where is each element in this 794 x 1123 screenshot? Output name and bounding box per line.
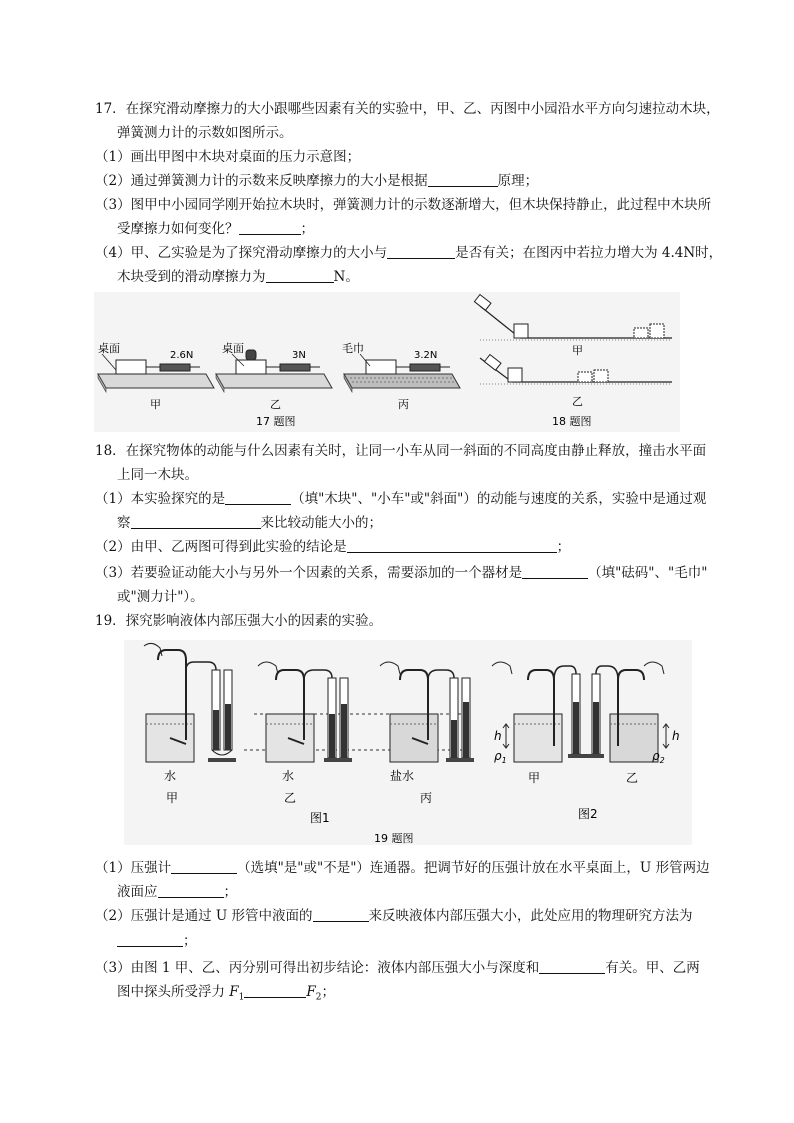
q17-part2 <box>95 171 538 191</box>
figure-17-18 <box>94 292 680 432</box>
fig17-yi-label: 乙 <box>270 398 281 411</box>
q17-stem-line1: 17．在探究滑动摩擦力的大小跟哪些因素有关的实验中，甲、乙、丙图中小园沿水平方向匀速拉动木块， <box>95 101 720 117</box>
q19-f1-subscript: 1 <box>238 992 245 1003</box>
q19-part1-text-b: （选填"是"或"不是"）连通器。把调节好的压强计放在水平桌面上，U 形管两边 <box>237 860 710 876</box>
q17-part4-answer-blank-2[interactable] <box>266 268 334 283</box>
q19-part2-answer-blank-1[interactable] <box>313 907 369 922</box>
fig19-yi-label: 乙 <box>284 791 297 805</box>
q17-part4-text-c: 木块受到的滑动摩擦力为 <box>117 269 266 285</box>
fig19-bing-liquid: 盐水 <box>390 769 415 783</box>
q18-part3-line1 <box>95 563 707 583</box>
fig17-jia-surface-label: 桌面 <box>98 342 120 355</box>
figure-19-drawing <box>124 640 692 845</box>
q19-part3-answer-blank-1[interactable] <box>539 959 605 974</box>
q18-part1-answer-blank-1[interactable] <box>225 490 291 505</box>
q19-part1-text-d: ； <box>223 884 237 900</box>
q19-f2-symbol: F <box>306 984 316 1000</box>
figure-17-18-drawing <box>94 292 680 432</box>
fig19-fig1-label: 图1 <box>310 811 330 825</box>
fig19-bing-hand-icon <box>380 662 400 674</box>
q19-part3-line1 <box>95 958 700 978</box>
q19-part2-line1 <box>95 906 693 926</box>
fig19-bing-label: 丙 <box>420 791 433 805</box>
fig17-caption: 17 题图 <box>256 415 296 428</box>
q18-part1-line1 <box>95 489 706 509</box>
fig19-bing-setup <box>380 662 474 805</box>
fig18-yi-label: 乙 <box>572 395 583 408</box>
q18-part3-answer-blank[interactable] <box>522 564 588 579</box>
fig19-fig2-hand-right-icon <box>644 662 664 674</box>
fig19-fig2-setup <box>492 662 680 821</box>
fig17-jia-setup <box>98 341 214 411</box>
q17-part4-answer-blank-1[interactable] <box>387 244 455 259</box>
q18-part2-answer-blank[interactable] <box>347 538 557 553</box>
fig17-jia-label: 甲 <box>150 398 161 411</box>
fig19-caption: 19 题图 <box>374 832 414 845</box>
q19-part3-text-c: 图中探头所受浮力 <box>117 984 230 1000</box>
q18-part3-line2: 或"测力计"）。 <box>117 589 204 605</box>
q19-part2-text-b: 来反映液体内部压强大小，此处应用的物理研究方法为 <box>368 908 693 924</box>
q17-part3-line2 <box>117 219 314 239</box>
q18-stem-line2: 上同一木块。 <box>117 467 198 483</box>
q19-f1-symbol: F <box>229 984 239 1000</box>
q17-part3-line1: （3）图甲中小园同学刚开始拉木块时，弹簧测力计的示数逐渐增大，但木块保持静止，此过程中木块所 <box>95 197 712 213</box>
fig19-jia-liquid: 水 <box>164 769 177 783</box>
fig18-jia-cart-icon <box>474 295 491 311</box>
fig17-yi-surface-label: 桌面 <box>222 342 244 355</box>
fig17-bing-label: 丙 <box>398 398 409 411</box>
q17-part1: （1）画出甲图中木块对桌面的压力示意图； <box>95 149 361 165</box>
fig19-fig2-right-label: 乙 <box>626 771 639 785</box>
fig17-bing-surface-label: 毛巾 <box>342 342 364 355</box>
q19-part1-line2 <box>117 882 237 902</box>
q18-part2-text-a: （2）由甲、乙两图可得到此实验的结论是 <box>95 539 347 555</box>
fig18-yi-setup <box>480 355 672 408</box>
q19-part3-text-b: 有关。甲、乙两 <box>605 960 700 976</box>
fig17-bing-force-label: 3.2N <box>414 350 438 361</box>
q17-part3-text-c: ； <box>300 221 314 237</box>
q18-part1-text-b: （填"木块"、"小车"或"斜面"）的动能与速度的关系，实验中是通过观 <box>291 491 707 507</box>
q18-part1-text-a: （1）本实验探究的是 <box>95 491 226 507</box>
q18-part3-text-a: （3）若要验证动能大小与另外一个因素的关系，需要添加的一个器材是 <box>95 565 523 581</box>
fig19-yi-setup <box>258 662 352 805</box>
q17-part2-text-a: （2）通过弹簧测力计的示数来反映摩擦力的大小是根据 <box>95 173 428 189</box>
fig17-yi-setup <box>216 341 332 411</box>
q17-part2-answer-blank[interactable] <box>428 172 498 187</box>
q17-part4-line2 <box>117 267 359 287</box>
fig17-yi-weight-icon <box>246 350 256 360</box>
fig18-jia-label: 甲 <box>572 344 583 357</box>
figure-19 <box>124 640 692 845</box>
q18-part1-line2 <box>117 513 382 533</box>
q18-part3-text-b: （填"砝码"、"毛巾" <box>588 565 708 581</box>
q17-part3-answer-blank[interactable] <box>239 220 301 235</box>
fig17-jia-force-label: 2.6N <box>170 350 194 361</box>
q17-part4-text-a: （4）甲、乙实验是为了探究滑动摩擦力的大小与 <box>95 245 388 261</box>
fig18-yi-cart-icon <box>484 355 501 371</box>
fig19-fig2-label: 图2 <box>578 807 598 821</box>
fig17-bing-setup <box>342 341 460 411</box>
fig19-fig2-rho1: $\rho_1$ <box>494 749 507 765</box>
fig19-fig2-h-left: h <box>494 729 502 743</box>
fig19-fig2-left-label: 甲 <box>528 771 541 785</box>
q18-stem-line1: 18．在探究物体的动能与什么因素有关时，让同一小车从同一斜面的不同高度由静止释放，撞击水平面 <box>95 443 707 459</box>
q19-part1-answer-blank-1[interactable] <box>171 859 237 874</box>
q18-part1-answer-blank-2[interactable] <box>131 514 261 529</box>
fig19-yi-liquid: 水 <box>282 769 295 783</box>
q19-part3-answer-blank-2[interactable] <box>244 983 306 998</box>
fig18-caption: 18 题图 <box>552 415 592 428</box>
fig18-jia-setup <box>474 295 672 357</box>
q17-stem-line2: 弹簧测力计的示数如图所示。 <box>117 125 293 141</box>
q17-part4-text-b: 是否有关；在图丙中若拉力增大为 4.4N时， <box>455 245 723 261</box>
q19-part2-line2 <box>117 931 197 951</box>
fig19-yi-hand-icon <box>258 662 278 674</box>
q19-f2-subscript: 2 <box>315 992 322 1003</box>
q19-part1-text-c: 液面应 <box>117 884 158 900</box>
fig19-fig2-rho2: $\rho_2$ <box>652 749 665 765</box>
q19-part2-text-c: ； <box>183 933 197 949</box>
q19-part3-line2 <box>117 982 335 1008</box>
q19-part1-text-a: （1）压强计 <box>95 860 172 876</box>
fig19-fig2-hand-left-icon <box>492 662 512 674</box>
q17-part4-text-d: N。 <box>333 269 359 285</box>
q19-part3-text-end: ； <box>321 984 336 1000</box>
q17-part4-line1 <box>95 243 722 263</box>
q19-part2-text-a: （2）压强计是通过 U 形管中液面的 <box>95 908 313 924</box>
fig19-fig2-h-right: h <box>672 729 680 743</box>
q18-part1-text-c: 察 <box>117 515 131 531</box>
q17-part2-text-b: 原理； <box>497 173 539 189</box>
q19-part3-text-a: （3）由图 1 甲、乙、丙分别可得出初步结论：液体内部压强大小与深度和 <box>95 960 540 976</box>
q18-part1-text-d: 来比较动能大小的； <box>260 515 382 531</box>
q19-stem: 19．探究影响液体内部压强大小的因素的实验。 <box>95 613 383 629</box>
q19-part1-answer-blank-2[interactable] <box>158 883 224 898</box>
fig19-jia-setup <box>144 643 236 805</box>
q17-part3-text-b: 受摩擦力如何变化？ <box>117 221 239 237</box>
fig19-jia-label: 甲 <box>166 791 179 805</box>
q18-part2 <box>95 537 570 557</box>
q18-part2-text-b: ； <box>556 539 571 555</box>
q19-part1-line1 <box>95 858 710 878</box>
fig17-yi-force-label: 3N <box>292 350 306 361</box>
q19-part2-answer-blank-2[interactable] <box>117 932 183 947</box>
